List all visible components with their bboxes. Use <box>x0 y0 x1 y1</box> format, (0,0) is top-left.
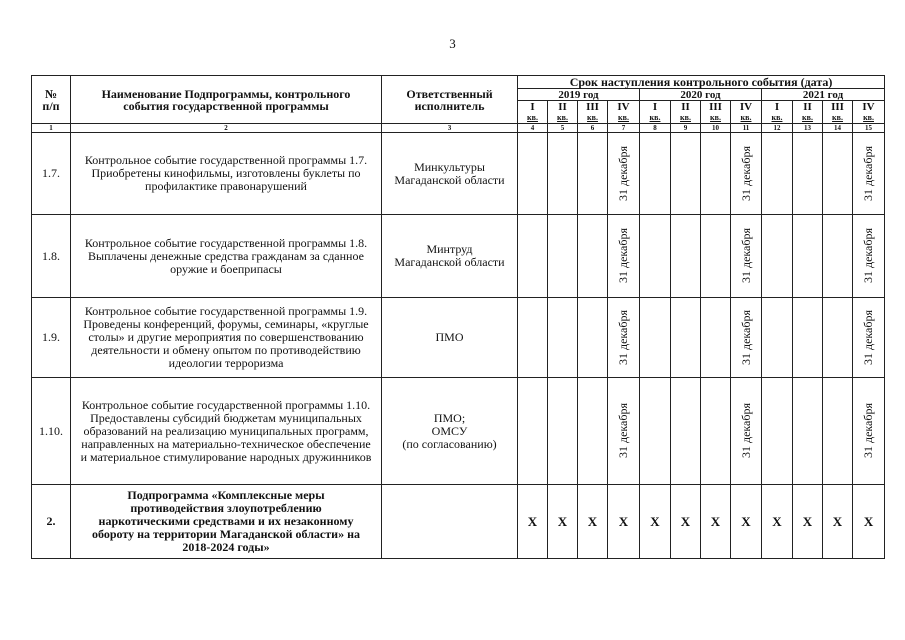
date-cell <box>608 133 640 215</box>
column-index: 9 <box>671 124 701 133</box>
header-quarter: II кв. <box>671 101 701 124</box>
table-row <box>32 378 885 485</box>
header-year-2020: 2020 год <box>640 89 762 101</box>
column-index: 7 <box>608 124 640 133</box>
date-cell <box>608 215 640 298</box>
deadline-date: 31 декабря <box>861 228 876 284</box>
row-number: 1.9. <box>32 298 71 378</box>
date-cell <box>731 378 762 485</box>
control-events-table <box>31 75 885 559</box>
deadline-date: 31 декабря <box>616 145 630 202</box>
mark-x: X <box>762 485 793 559</box>
header-responsible: Ответственный исполнитель <box>382 76 518 124</box>
column-index: 12 <box>762 124 793 133</box>
header-quarter: I кв. <box>640 101 671 124</box>
deadline-date: 31 декабря <box>616 228 630 284</box>
event-name: Контрольное событие государственной программы 1.7. Приобретены кинофильмы, изготовлены буклеты по профилактике правонарушений <box>71 133 382 215</box>
deadline-date: 31 декабря <box>738 228 753 284</box>
table-row <box>32 298 885 378</box>
mark-x: X <box>793 485 823 559</box>
table-row <box>32 485 885 559</box>
mark-x: X <box>578 485 608 559</box>
date-cell <box>731 215 762 298</box>
column-index: 10 <box>701 124 731 133</box>
header-quarter: I кв. <box>762 101 793 124</box>
column-index: 5 <box>548 124 578 133</box>
column-index: 6 <box>578 124 608 133</box>
deadline-date: 31 декабря <box>861 403 876 459</box>
deadline-date: 31 декабря <box>738 309 753 366</box>
date-cell <box>853 133 885 215</box>
mark-x: X <box>823 485 853 559</box>
event-name: Контрольное событие государственной программы 1.8. Выплачены денежные средства гражданам за сданное оружие и боеприпасы <box>71 215 382 298</box>
header-quarter: IV кв. <box>731 101 762 124</box>
date-cell <box>731 298 762 378</box>
column-index: 3 <box>382 124 518 133</box>
deadline-date: 31 декабря <box>616 403 630 459</box>
mark-x: X <box>701 485 731 559</box>
header-quarter: II кв. <box>548 101 578 124</box>
table-row <box>32 133 885 215</box>
header-quarter: III кв. <box>701 101 731 124</box>
responsible: Минкультуры Магаданской области <box>382 133 518 215</box>
header-name: Наименование Подпрограммы, контрольного события государственной программы <box>71 76 382 124</box>
mark-x: X <box>731 485 762 559</box>
date-cell <box>853 378 885 485</box>
column-index: 11 <box>731 124 762 133</box>
date-cell <box>608 298 640 378</box>
date-cell <box>853 298 885 378</box>
date-cell <box>731 133 762 215</box>
column-index: 13 <box>793 124 823 133</box>
header-quarter: I кв. <box>518 101 548 124</box>
column-index: 8 <box>640 124 671 133</box>
event-name: Контрольное событие государственной программы 1.10. Предоставлены субсидий бюджетам муниципальных образований на реализацию муниципальных программ, направленных на материально-техническое обеспечение и материальное стимулирование народных дружинников <box>71 378 382 485</box>
row-number: 1.8. <box>32 215 71 298</box>
mark-x: X <box>608 485 640 559</box>
mark-x: X <box>671 485 701 559</box>
header-quarter: III кв. <box>578 101 608 124</box>
event-name: Контрольное событие государственной программы 1.9. Проведены конференций, форумы, семинары, «круглые столы» и другие мероприятия по совершенствованию деятельности и обмену опытом по противодействию идеологии терроризма <box>71 298 382 378</box>
header-deadline: Срок наступления контрольного события (дата) <box>518 76 885 89</box>
table-row <box>32 215 885 298</box>
header-quarter: IV кв. <box>853 101 885 124</box>
column-index: 14 <box>823 124 853 133</box>
header-num: № п/п <box>32 76 71 124</box>
responsible: ПМО; ОМСУ (по согласованию) <box>382 378 518 485</box>
mark-x: X <box>640 485 671 559</box>
row-number: 1.7. <box>32 133 71 215</box>
deadline-date: 31 декабря <box>738 403 753 459</box>
column-index: 4 <box>518 124 548 133</box>
responsible: ПМО <box>382 298 518 378</box>
header-year-2019: 2019 год <box>518 89 640 101</box>
mark-x: X <box>853 485 885 559</box>
row-number: 2. <box>32 485 71 559</box>
row-number: 1.10. <box>32 378 71 485</box>
header-quarter: IV кв. <box>608 101 640 124</box>
deadline-date: 31 декабря <box>861 309 876 366</box>
deadline-date: 31 декабря <box>738 145 753 202</box>
date-cell <box>608 378 640 485</box>
mark-x: X <box>518 485 548 559</box>
header-year-2021: 2021 год <box>762 89 885 101</box>
column-index: 2 <box>71 124 382 133</box>
responsible <box>382 485 518 559</box>
responsible: Минтруд Магаданской области <box>382 215 518 298</box>
deadline-date: 31 декабря <box>616 309 630 366</box>
page-number: 3 <box>449 36 456 51</box>
date-cell <box>853 215 885 298</box>
deadline-date: 31 декабря <box>861 145 876 202</box>
mark-x: X <box>548 485 578 559</box>
header-quarter: II кв. <box>793 101 823 124</box>
header-quarter: III кв. <box>823 101 853 124</box>
column-index: 1 <box>32 124 71 133</box>
subprogram-name: Подпрограмма «Комплексные меры противодействия злоупотреблению наркотическими средствами и их незаконному обороту на территории Магаданской области» на 2018-2024 годы» <box>71 485 382 559</box>
column-index: 15 <box>853 124 885 133</box>
